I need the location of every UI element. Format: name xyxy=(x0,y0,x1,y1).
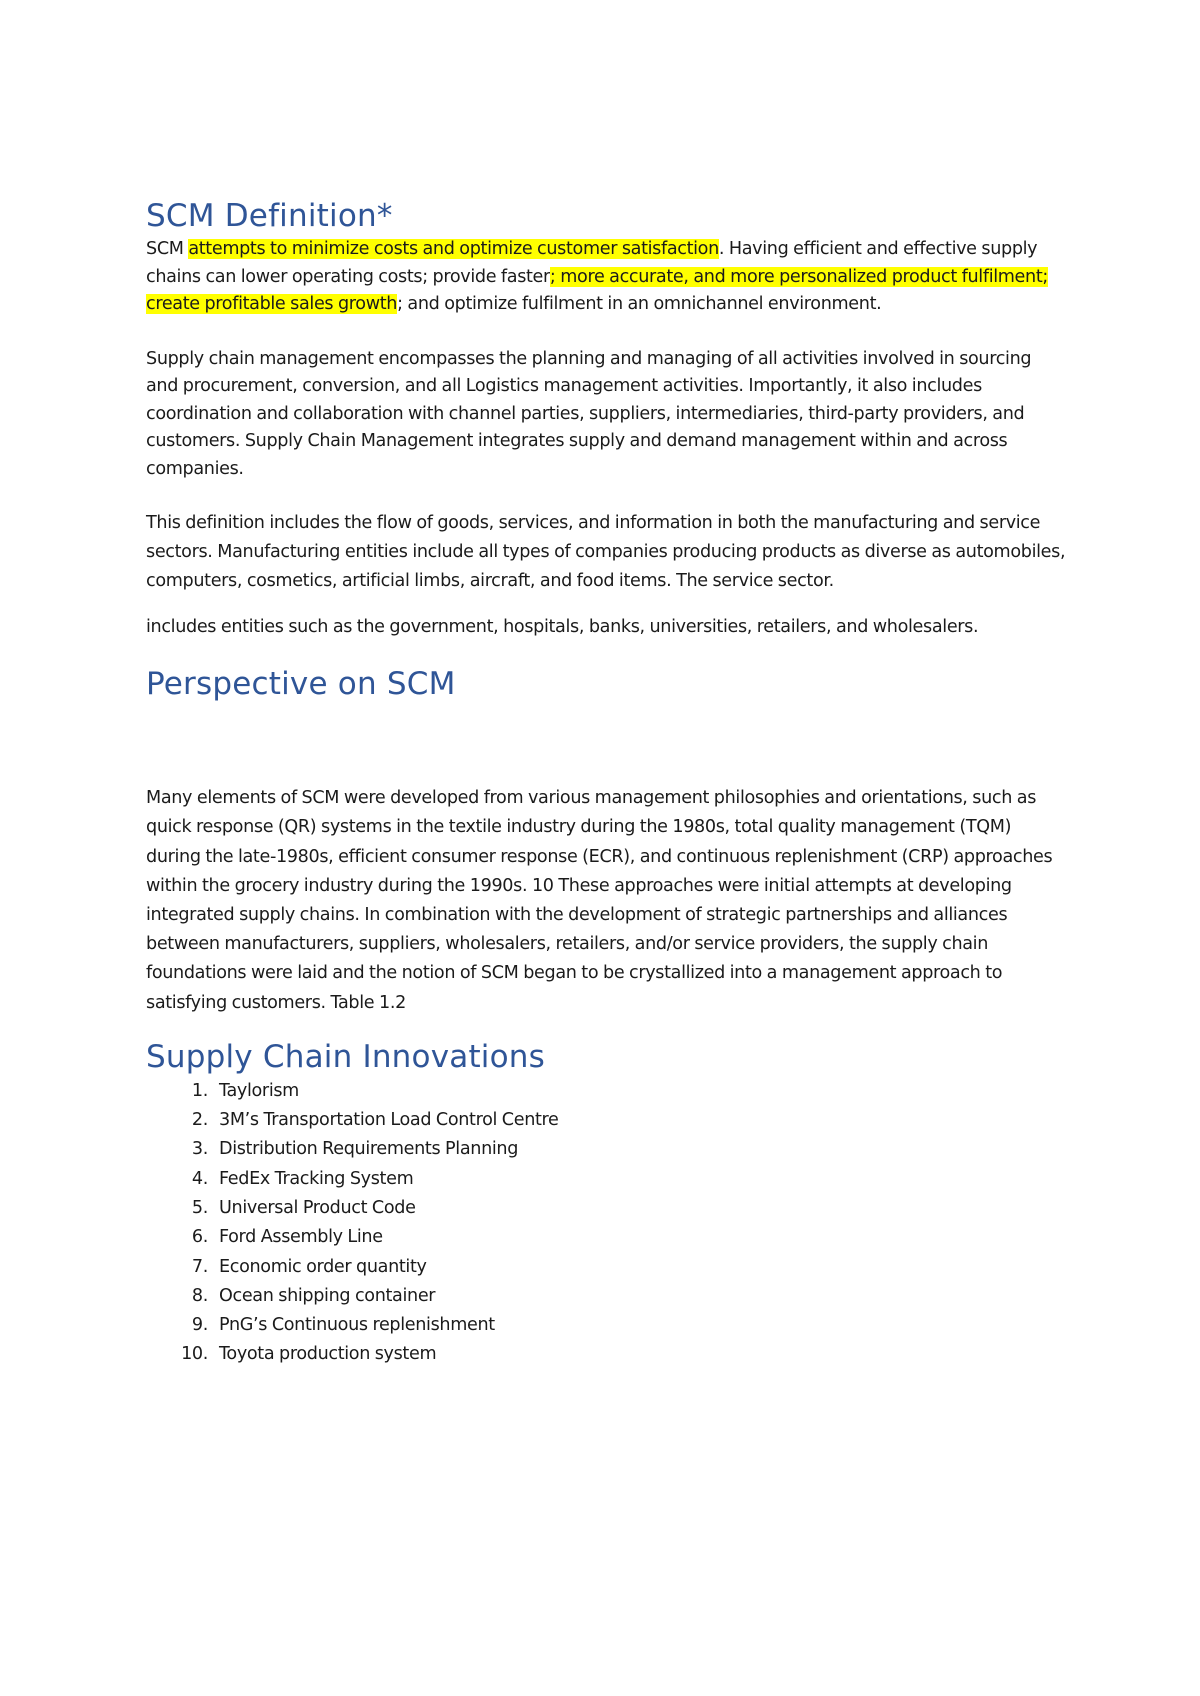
list-item-text: Ocean shipping container xyxy=(219,1285,436,1306)
perspective-paragraph-1: Many elements of SCM were developed from various management philosophies and orientations, such as quick response (QR) systems in the textile industry during the 1980s, total quality management (TQM) during the late-1980s, efficient consumer response (ECR), and continuous replenishment (CRP) approaches within the grocery industry during the 1990s. 10 These approaches were initial attempts at developing integrated supply chains. In combination with the development of strategic partnerships and alliances between manufacturers, suppliers, wholesalers, retailers, and/or service providers, the supply chain foundations were laid and the notion of SCM began to be crystallized into a management approach to satisfying customers. Table 1.2 xyxy=(146,788,1053,1013)
list-item xyxy=(146,1165,1066,1194)
list-item xyxy=(146,1106,1066,1135)
list-item-number: 3. xyxy=(191,1139,208,1160)
list-item-number: 5. xyxy=(191,1197,208,1218)
list-item-number: 2. xyxy=(191,1110,208,1131)
definition-p1-text-c: ; and optimize fulfilment in an omnichannel environment. xyxy=(397,294,882,314)
list-item-number: 7. xyxy=(191,1256,208,1277)
document-body xyxy=(146,196,1066,1370)
list-item-text: 3M’s Transportation Load Control Centre xyxy=(219,1110,559,1131)
list-item-text: Ford Assembly Line xyxy=(219,1227,383,1248)
list-item xyxy=(146,1282,1066,1311)
list-item-number: 4. xyxy=(191,1168,208,1189)
highlight-minimize-costs: attempts to minimize costs and optimize customer satisfaction xyxy=(188,239,719,259)
heading-supply-chain-innovations: Supply Chain Innovations xyxy=(146,1038,545,1075)
list-item-number: 10. xyxy=(181,1344,208,1365)
list-item-text: Distribution Requirements Planning xyxy=(219,1139,519,1160)
list-item-text: Toyota production system xyxy=(219,1344,437,1365)
highlight-more-accurate: ; more accurate, and more personalized product fulfilment; create profitable sales growth xyxy=(146,266,1048,314)
list-item-number: 8. xyxy=(191,1285,208,1306)
list-item xyxy=(146,1340,1066,1369)
definition-p1-text-a: SCM xyxy=(146,239,189,259)
definition-paragraph-1 xyxy=(146,236,1066,319)
definition-paragraph-3: This definition includes the flow of goods, services, and information in both the manufacturing and service sectors. Manufacturing entities include all types of companies producing products as diverse as automobiles, computers, cosmetics, artificial limbs, aircraft, and food items. The service sector. xyxy=(146,513,1066,592)
heading-scm-definition: SCM Definition* xyxy=(146,198,393,234)
list-item-text: Universal Product Code xyxy=(219,1197,416,1218)
list-item xyxy=(146,1311,1066,1340)
heading-perspective-on-scm: Perspective on SCM xyxy=(146,666,456,703)
list-item-text: Economic order quantity xyxy=(219,1256,427,1277)
list-item xyxy=(146,1135,1066,1164)
list-item-number: 1. xyxy=(191,1080,208,1101)
list-item xyxy=(146,1253,1066,1282)
list-item xyxy=(146,1077,1066,1106)
list-item xyxy=(146,1194,1066,1223)
innovations-list xyxy=(146,1077,1066,1370)
list-item-text: FedEx Tracking System xyxy=(219,1168,414,1189)
definition-p1-text-b: . Having efficient and effective supply chains can lower operating costs; provide faster xyxy=(146,239,1038,287)
list-item-text: PnG’s Continuous replenishment xyxy=(219,1315,495,1336)
definition-paragraph-2: Supply chain management encompasses the planning and managing of all activities involved in sourcing and procurement, conversion, and all Logistics management activities. Importantly, it also includes coordination and collaboration with channel parties, suppliers, intermediaries, third-party providers, and customers. Supply Chain Management integrates supply and demand management within and across companies. xyxy=(146,348,1032,479)
list-item-number: 9. xyxy=(191,1315,208,1336)
list-item-text: Taylorism xyxy=(219,1080,299,1101)
list-item xyxy=(146,1223,1066,1252)
list-item-number: 6. xyxy=(191,1227,208,1248)
definition-paragraph-4: includes entities such as the government, hospitals, banks, universities, retailers, and wholesalers. xyxy=(146,616,979,637)
